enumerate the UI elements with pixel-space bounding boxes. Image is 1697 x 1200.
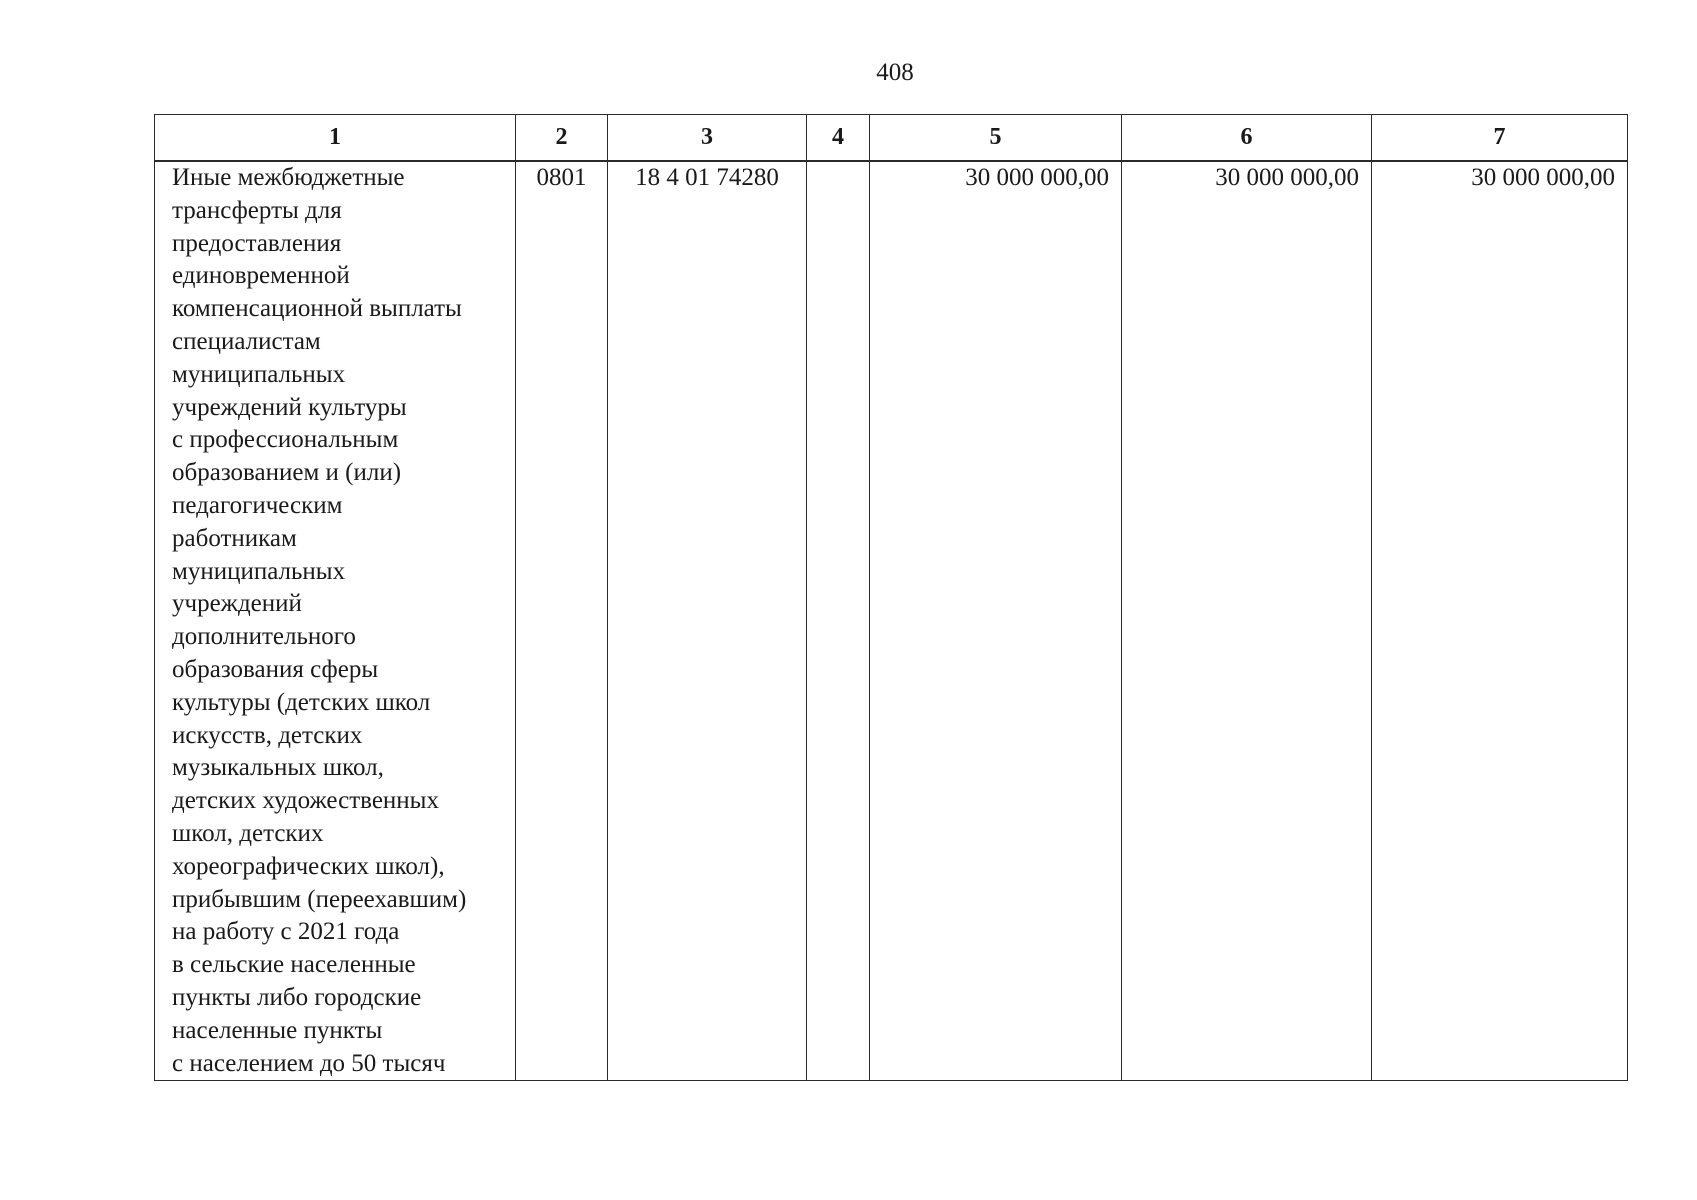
- header-row: [155, 115, 1628, 162]
- description-line: единовременной: [172, 262, 350, 290]
- amount-cell-year-1: 30 000 000,00: [870, 161, 1122, 1081]
- table-row: [155, 161, 1628, 1081]
- target-article-cell: 18 4 01 74280: [608, 161, 807, 1081]
- description-line: дополнительного: [172, 623, 356, 651]
- description-line: предоставления: [172, 229, 342, 257]
- description-line: музыкальных школ,: [172, 754, 384, 782]
- description-line: населенные пункты: [172, 1016, 383, 1044]
- description-line: специалистам: [172, 327, 321, 355]
- column-header-4: 4: [807, 115, 870, 162]
- description-line: учреждений культуры: [172, 393, 407, 421]
- row-description: [155, 161, 516, 1081]
- description-line: культуры (детских школ: [172, 688, 431, 716]
- description-line: Иные межбюджетные: [172, 164, 405, 191]
- description-line: пункты либо городские: [172, 983, 422, 1011]
- description-line: хореографических школ),: [172, 852, 445, 880]
- column-header-3: 3: [608, 115, 807, 162]
- description-line: образованием и (или): [172, 459, 402, 487]
- description-line: с населением до 50 тысяч: [172, 1049, 446, 1077]
- description-line: школ, детских: [172, 819, 324, 847]
- expense-type-cell: [807, 161, 870, 1081]
- description-line: на работу с 2021 года: [172, 918, 400, 946]
- description-line: трансферты для: [172, 196, 342, 224]
- column-header-6: 6: [1122, 115, 1372, 162]
- description-line: педагогическим: [172, 491, 343, 519]
- description-line: детских художественных: [172, 787, 439, 815]
- section-code-cell: 0801: [516, 161, 608, 1081]
- description-line: в сельские населенные: [172, 951, 416, 979]
- description-line: образования сферы: [172, 655, 379, 683]
- description-line: муниципальных: [172, 557, 346, 585]
- column-header-7: 7: [1372, 115, 1628, 162]
- amount-cell-year-2: 30 000 000,00: [1122, 161, 1372, 1081]
- column-header-2: 2: [516, 115, 608, 162]
- description-line: прибывшим (переехавшим): [172, 885, 467, 913]
- page-number: 408: [876, 59, 914, 86]
- budget-table: [154, 114, 1628, 1081]
- description-line: учреждений: [172, 590, 302, 618]
- description-line: с профессиональным: [172, 426, 399, 454]
- description-line: компенсационной выплаты: [172, 295, 462, 323]
- amount-cell-year-3: 30 000 000,00: [1372, 161, 1628, 1081]
- description-line: работникам: [172, 524, 297, 552]
- column-header-5: 5: [870, 115, 1122, 162]
- description-line: муниципальных: [172, 360, 346, 388]
- column-header-1: 1: [155, 115, 516, 162]
- description-line: искусств, детских: [172, 721, 363, 749]
